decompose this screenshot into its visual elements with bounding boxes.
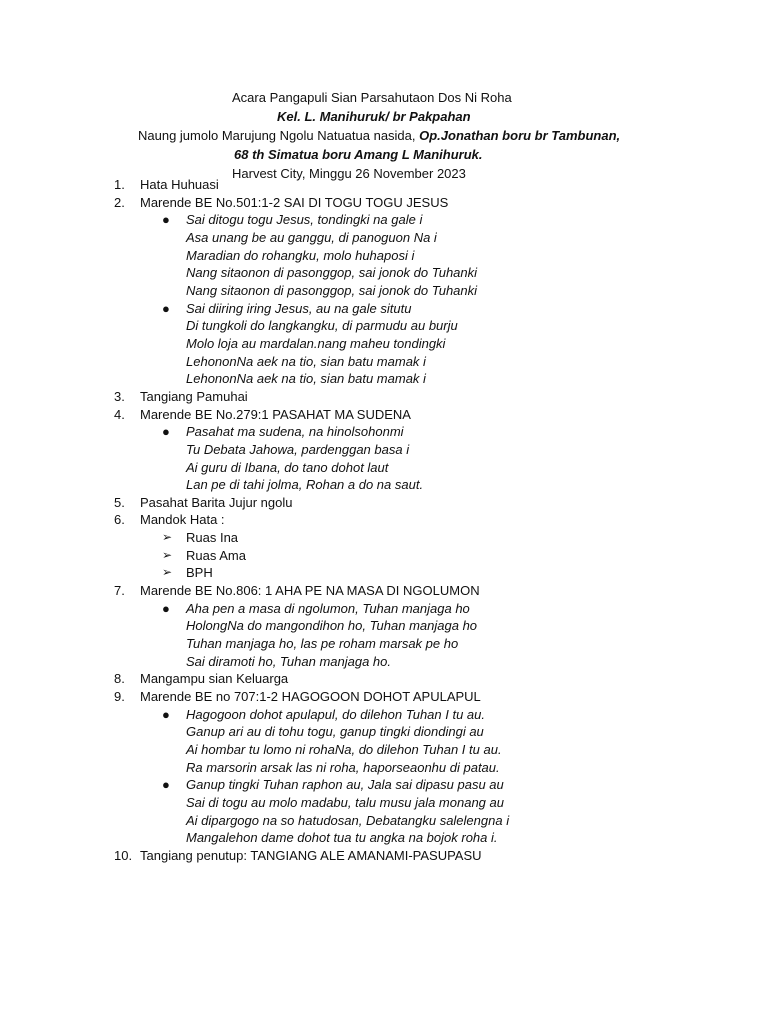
item-text: Hata Huhuasi <box>140 177 219 192</box>
item-text: Mandok Hata : <box>140 512 225 528</box>
arrow-right-icon: ➢ <box>162 530 173 545</box>
arrow-right-icon: ➢ <box>162 547 173 562</box>
sub-item-text: Ruas Ina <box>186 530 239 546</box>
item-text: Pasahat Barita Jujur ngolu <box>140 494 293 510</box>
verse-line: Sai diiring iring Jesus, au na gale situtu <box>186 300 412 316</box>
verse-line: Sai di togu au molo madabu, talu musu jala monang au <box>186 794 504 810</box>
occasion-line <box>0 126 768 145</box>
deceased-name: Op.Jonathan boru br Tambunan, <box>419 128 621 143</box>
sub-item <box>0 547 768 565</box>
hymn-verse <box>0 600 768 671</box>
program-list <box>0 176 768 865</box>
item-number: 5. <box>114 494 125 510</box>
item-number: 9. <box>114 689 125 705</box>
item-text: Mangampu sian Keluarga <box>140 671 289 687</box>
verse-line: Lan pe di tahi jolma, Rohan a do na saut. <box>186 477 424 493</box>
item-number: 10. <box>114 847 133 863</box>
arrow-right-icon: ➢ <box>162 565 173 580</box>
verse-line: Hagogoon dohot apulapul, do dilehon Tuhan I tu au. <box>186 706 485 722</box>
verse-line: Ganup ari au di tohu togu, ganup tingki diondingi au <box>186 724 484 740</box>
list-item <box>0 406 768 424</box>
item-text: Tangiang penutup: TANGIANG ALE AMANAMI-PASUPASU <box>140 847 482 863</box>
verse-line: Ra marsorin arsak las ni roha, haporseaonhu di patau. <box>186 759 500 775</box>
verse-line: Ai hombar tu lomo ni rohaNa, do dilehon Tuhan I tu au. <box>186 742 502 757</box>
item-text: Tangiang Pamuhai <box>140 388 248 404</box>
occasion-text: Naung jumolo Marujung Ngolu Natuatua nasida, <box>138 128 420 143</box>
item-number: 4. <box>114 406 125 422</box>
verse-line: Nang sitaonon di pasonggop, sai jonok do Tuhanki <box>186 265 478 281</box>
item-number: 8. <box>114 671 125 687</box>
verse-line: Nang sitaonon di pasonggop, sai jonok do Tuhanki <box>186 282 478 298</box>
verse-line: Ganup tingki Tuhan raphon au, Jala sai dipasu pasu au <box>186 777 504 793</box>
list-item <box>0 670 768 688</box>
item-number: 7. <box>114 583 125 599</box>
verse-line: Molo loja au mardalan.nang maheu tondingki <box>186 335 446 351</box>
item-number: 6. <box>114 512 125 528</box>
bullet-icon: ● <box>162 300 170 316</box>
event-title: Acara Pangapuli Sian Parsahutaon Dos Ni Roha <box>232 90 512 105</box>
bullet-icon: ● <box>162 777 170 793</box>
verse-line: Sai ditogu togu Jesus, tondingki na gale i <box>186 212 423 228</box>
sub-item <box>0 529 768 547</box>
verse-line: LehononNa aek na tio, sian batu mamak i <box>186 371 426 387</box>
list-item <box>0 194 768 212</box>
sub-item-text: BPH <box>186 565 213 581</box>
hymn-verse <box>0 300 768 388</box>
list-item <box>0 582 768 600</box>
sub-item-text: Ruas Ama <box>186 547 246 563</box>
verse-line: Tuhan manjaga ho, las pe roham marsak pe ho <box>186 636 459 652</box>
list-item <box>0 388 768 406</box>
bullet-icon: ● <box>162 600 170 616</box>
bullet-icon: ● <box>162 212 170 228</box>
verse-line: HolongNa do mangondihon ho, Tuhan manjaga ho <box>186 618 478 634</box>
verse-line: Ai guru di Ibana, do tano dohot laut <box>186 459 389 475</box>
verse-line: Ai dipargogo na so hatudosan, Debatangku salelengna i <box>186 812 510 828</box>
document-header <box>0 88 768 183</box>
hymn-verse <box>0 706 768 777</box>
item-number: 1. <box>114 177 125 192</box>
item-text: Marende BE No.279:1 PASAHAT MA SUDENA <box>140 406 411 422</box>
list-item <box>0 847 768 865</box>
hymn-verse <box>0 211 768 299</box>
list-item <box>0 511 768 529</box>
place-date: Harvest City, Minggu 26 November 2023 <box>232 166 466 181</box>
bullet-icon: ● <box>162 706 170 722</box>
verse-line: Asa unang be au ganggu, di panoguon Na i <box>186 229 437 245</box>
verse-line: Sai diramoti ho, Tuhan manjaga ho. <box>186 653 391 669</box>
list-item <box>0 494 768 512</box>
verse-line: Mangalehon dame dohot tua tu angka na bojok roha i. <box>186 830 498 846</box>
verse-line: Tu Debata Jahowa, pardenggan basa i <box>186 441 410 457</box>
item-text: Marende BE no 707:1-2 HAGOGOON DOHOT APULAPUL <box>140 689 481 705</box>
verse-line: Maradian do rohangku, molo huhaposi i <box>186 247 415 263</box>
hymn-verse <box>0 776 768 847</box>
verse-line: Aha pen a masa di ngolumon, Tuhan manjaga ho <box>186 600 470 616</box>
verse-line: Di tungkoli do langkangku, di parmudu au burju <box>186 318 458 334</box>
item-text: Marende BE No.501:1-2 SAI DI TOGU TOGU JESUS <box>140 194 449 210</box>
verse-line: LehononNa aek na tio, sian batu mamak i <box>186 353 426 369</box>
item-text: Marende BE No.806: 1 AHA PE NA MASA DI NGOLUMON <box>140 583 480 599</box>
bullet-icon: ● <box>162 424 170 440</box>
item-number: 3. <box>114 388 125 404</box>
item-number: 2. <box>114 194 125 210</box>
list-item <box>0 176 768 194</box>
sub-item <box>0 564 768 582</box>
family-name: Kel. L. Manihuruk/ br Pakpahan <box>277 109 471 124</box>
deceased-relation: 68 th Simatua boru Amang L Manihuruk. <box>234 147 483 162</box>
list-item <box>0 688 768 706</box>
verse-line: Pasahat ma sudena, na hinolsohonmi <box>186 424 404 440</box>
hymn-verse <box>0 423 768 494</box>
